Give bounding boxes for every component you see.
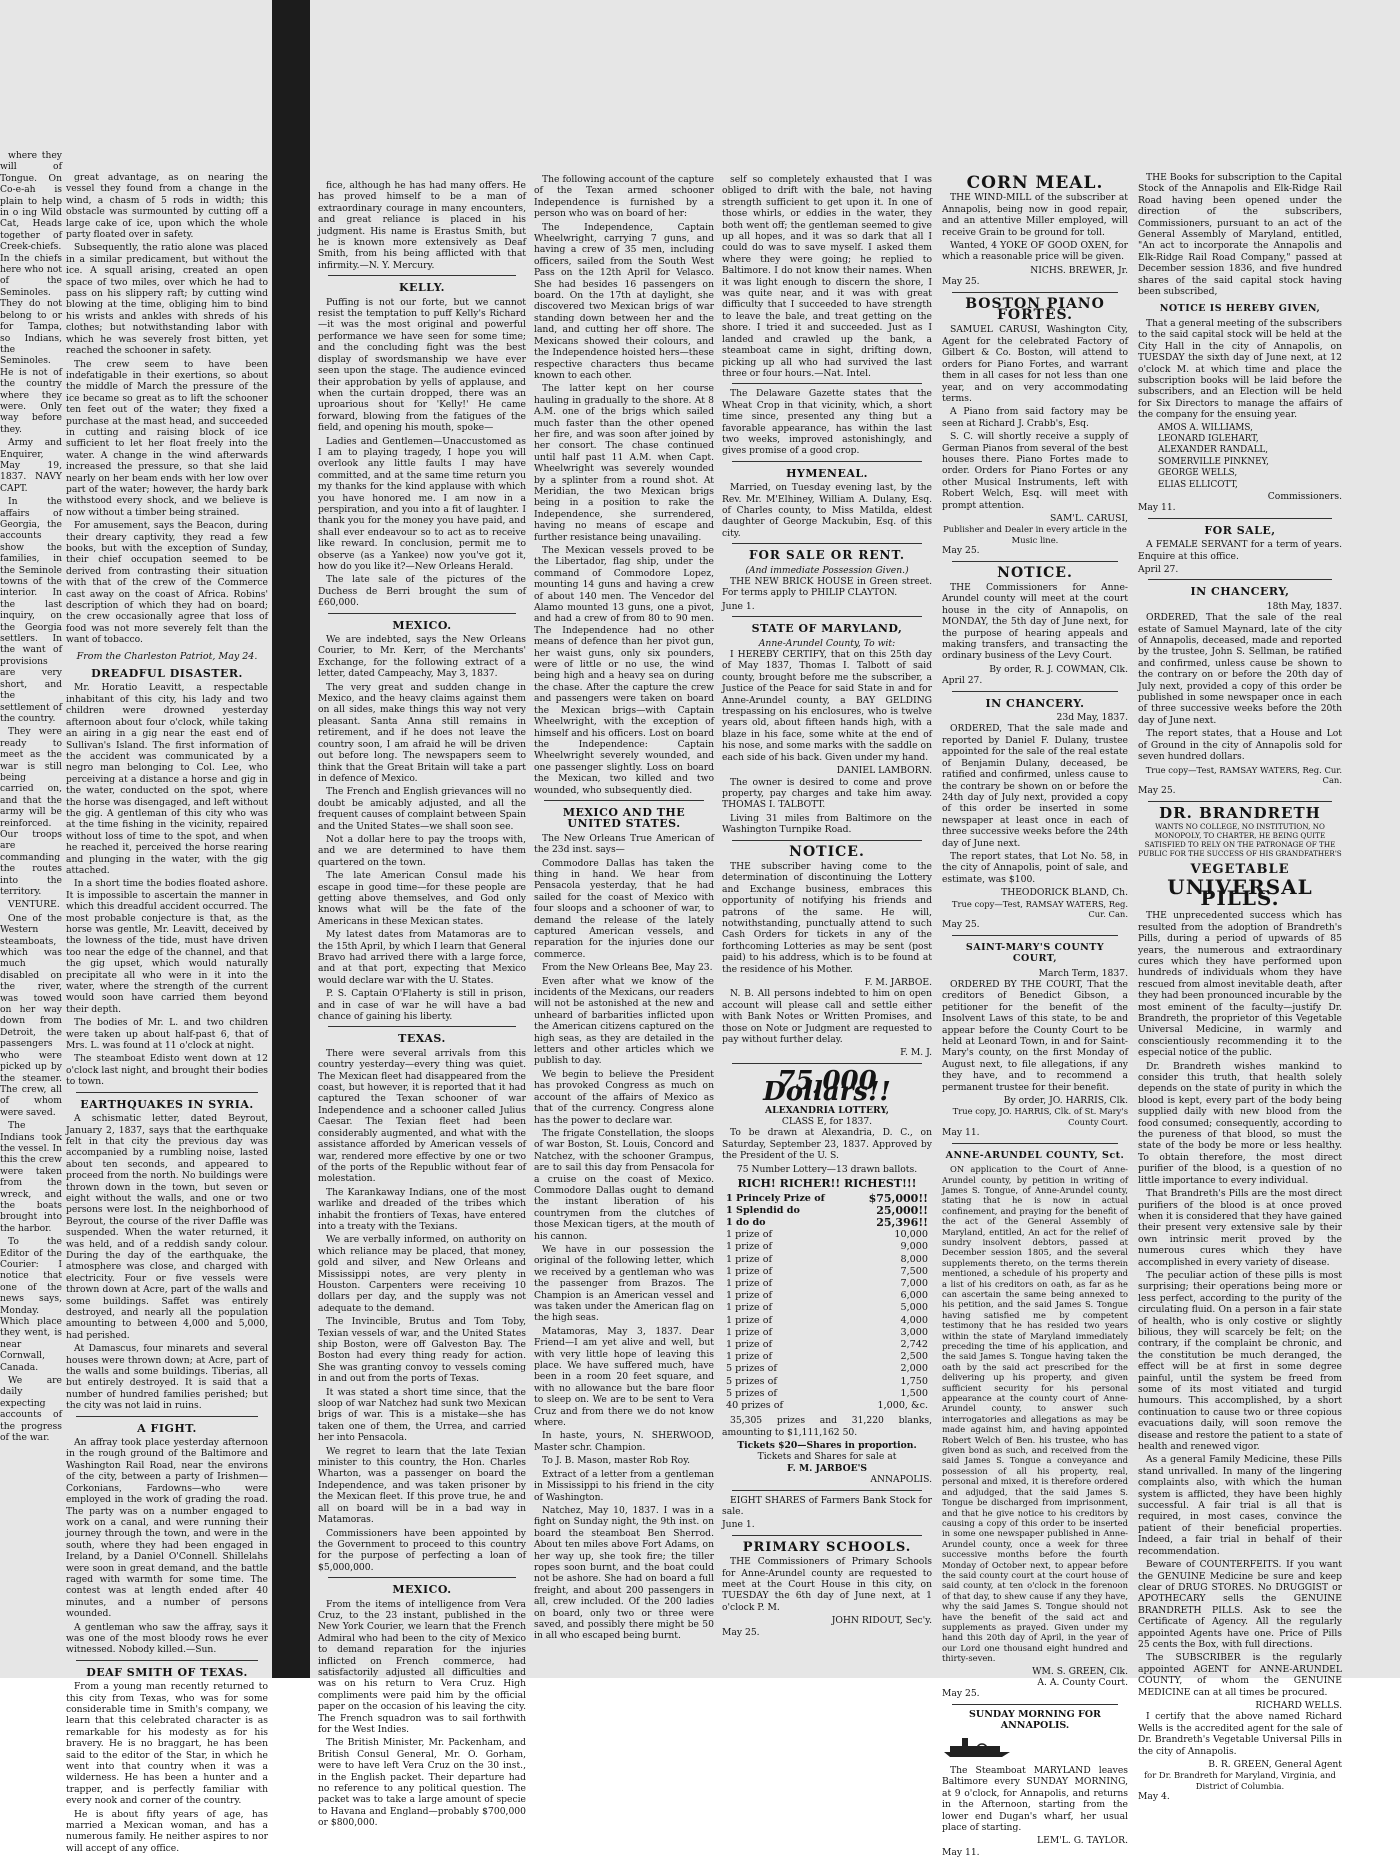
ad-title: DR. BRANDRETH [1159,803,1321,822]
section-title: HYMENEAL. [786,466,868,480]
prize-value: $75,000!! [868,1191,928,1205]
paragraph: We are indebted, says the New Orleans Courier, to Mr. Kerr, of the Merchants' Exchange, for the following extract of a letter, dated Campeachy, May 3, 1837. [318,634,526,680]
paragraph: P. S. Captain O'Flaherty is still in prison, and in case of war he will have a bad chance of gaining his liberty. [318,988,526,1023]
paragraph: Army and Enquirer, May 19, 1837. NAVY CAPT. [0,437,62,494]
paragraph: Matamoras, May 3, 1837. Dear Friend—I am yet alive and well, but with very little hope of leaving this place. We have suffered much, have been in a room 20 feet square, and with no allowance but the bare floor to sleep on. We are to be sent to Vera Cruz and from there we do not know where. [534,1325,714,1429]
divider [732,1063,922,1064]
prize-label: 1 prize of [726,1290,773,1302]
story-title: MEXICO. [392,618,452,632]
paragraph: The frigate Constellation, the sloops of war Boston, St. Louis, Concord and Natchez, with the schooner Grampus, are to sail this day from Pensacola for a cruise on the coast of Mexico. Commodore Dallas ought to demand the instant liberation of his countrymen from the clutches of those Mexican tigers, at the mouth of his cannon. [534,1127,714,1242]
prize-label: 1 prize of [726,1302,773,1314]
ad-title: BOSTON PIANO FORTES. [965,295,1105,324]
ad-body: Beware of COUNTERFEITS. If you want the GENUINE Medicine be sure and keep clear of DRUG STORES. No DRUGGIST or APOTHECARY sells the GENUINE BRANDRETH PILLS. Ask to see the Certificate of Agency. All the regularly appointed Agents have one. Price of Pills 25 cents the Box, with full directions. [1138,1559,1342,1650]
story-body [318,1048,526,1573]
ad-copy: True copy, JO. HARRIS, Clk. of St. Mary's County Court. [952,1106,1128,1127]
divider [76,1416,258,1417]
page-fold-gutter [272,0,310,1678]
commissioner-name: SOMERVILLE PINKNEY, [1158,456,1269,467]
prize-table [722,1193,932,1413]
ad-title: FOR SALE, [1204,523,1276,537]
lottery-class: CLASS E, for 1837. [781,1116,873,1128]
prize-row [722,1376,932,1388]
prize-row [722,1302,932,1314]
divider [732,1535,922,1536]
ad-signature-note: Publisher and Dealer in every article in the Music line. [943,524,1127,545]
prize-row [722,1400,932,1412]
divider [952,691,1118,692]
paragraph: For amusement, says the Beacon, during their dreary captivity, they read a few books, but with the exception of Sunday, their chief occupation seemed to be derived from contrasting their situation with that of the crew of the Commerce cast away on the coast of Africa. Robins' description of which they had on board; the crew occasionally agree that loss of food was not more severely felt than the want of tobacco. [66,520,268,646]
paragraph: In a short time the bodies floated ashore. It is impossible to ascertain the manner in which this dreadful accident occurred. The most probable conjecture is that, as the horse was gentle, Mr. Leavitt, deceived by the lowness of the tide, must have driven too near the edge of the channel, and that the gig upset, which would naturally precipitate all who were in it into the water, where the strength of the current would soon have carried them beyond their depth. [66,878,268,1015]
paragraph: The late American Consul made his escape in good time—for these people are getting above themselves, and God only knows what will be the fate of the Americans in these Mexican states. [318,870,526,927]
paragraph: Subsequently, the ratio alone was placed in a similar predicament, but without the ice. A squall arising, created an open space of two miles, over which he had to pass on his slippery raft; by cutting wind blowing at the time, obliging him to bind his wrists and ankles with shreds of his clothes; but notwithstanding labor with which he was severely frost bitten, yet reached the schooner in safety. [66,242,268,357]
paragraph: The New Orleans True American of the 23d inst. says— [534,832,714,856]
ad-signature: SAM'L. CARUSI, [1050,512,1128,524]
column-0 [0,150,62,1650]
story-body [66,682,268,1087]
story-body [318,297,526,609]
paragraph: The very great and sudden change in Mexico, and the heavy claims against them on all sides, make things this way not very pleasant. Santa Anna still remains in retirement, and if he does not leave the country soon, I am afraid he will be driven out before long. The newspapers seem to think that the Great Britain will take a part in defence of Mexico. [318,681,526,784]
ad-body: The Steamboat MARYLAND leaves Baltimore every SUNDAY MORNING, at 9 o'clock, for Annapolis, and returns in the Afternoon, starting from the lower end Dugan's wharf, her usual place of starting. [942,1765,1128,1834]
ad-signature: B. R. GREEN, General Agent [1208,1759,1342,1770]
ad-body: N. B. All persons indebted to him on open account will please call and settle either with Bank Notes or Written Promises, and those on Note or Judgment are requested to pay without further delay. [722,988,932,1046]
prize-value: 1,000, &c. [877,1399,928,1411]
paragraph: In haste, yours, N. SHERWOOD, Master schr. Champion. [534,1430,714,1453]
paragraph: A gentleman who saw the affray, says it was one of the most bloody rows he ever witnessed. Nobody killed.—Sun. [66,1621,268,1656]
paragraph: The British Minister, Mr. Packenham, and British Consul General, Mr. O. Gorham, were to have left Vera Cruz on the 30 inst., in the English packet. Their departure had no reference to any political question. The packet was to take a large amount of specie to Havana and England—probably $700,000 or $800,000. [318,1737,526,1829]
ad-signature: WM. S. GREEN, Clk. [1032,1665,1128,1677]
story-body [534,222,714,796]
story-body [318,634,526,1022]
ad-signature: F. M. J. [900,1047,932,1059]
paragraph: Ladies and Gentlemen—Unaccustomed as I am to playing tragedy, I hope you will overlook any little faults I may have committed, and at the same time return you my thanks for the kind applause with which you have honored me. I am now in a perspiration, and you into a fit of laughter. I thank you for the money you have paid, and shall ever endeavour so to act as to receive like reward. In conclusion, permit me to observe (as a Yankee) now you've got it, how do you like it?—New Orleans Herald. [318,435,526,572]
story-title: A FIGHT. [137,1421,197,1435]
story-title: TEXAS. [398,1032,446,1046]
ad-signature: NICHS. BREWER, Jr. [1030,264,1128,276]
prize-value: 4,000 [900,1314,928,1326]
lottery-total: 35,305 prizes and 31,220 blanks, amounting to $1,111,162 50. [722,1415,932,1438]
ad-note: (And immediate Possession Given.) [745,564,909,576]
paragraph: The Karankaway Indians, one of the most warlike and dreaded of the tribes which inhabit the frontiers of Texas, have entered into a treaty with the Texians. [318,1186,526,1232]
ad-subtitle: WANTS NO COLLEGE, NO INSTITUTION, NO MONOPOLY, TO CHARTER, HE BEING QUITE SATISFIED TO RELY ON THE PATRONAGE OF THE PUBLIC FOR THE SUCCESS OF HIS GRANDFATHER'S [1138,822,1342,859]
paragraph: We are verbally informed, on authority on which reliance may be placed, that money, gold and silver, and New Orleans and Mississippi notes, are very plenty in Houston. Carpenters were receiving 10 dollars per day, and the supply was not adequate to the demand. [318,1234,526,1314]
prize-value: 9,000 [900,1241,928,1253]
prize-label: 1 prize of [726,1314,773,1326]
ad-dateline: March Term, 1837. [1038,967,1128,979]
ad-body: THE Commissioners of Primary Schools for Anne-Arundel county are requested to meet at the Court House in this city, on TUESDAY the 6th day of June next, at 1 o'clock P. M. [722,1556,932,1613]
ad-body: The SUBSCRIBER is the regularly appointed AGENT for ANNE-ARUNDEL COUNTY, of whom the GENUINE MEDICINE can at all times be procured. [1138,1652,1342,1698]
prize-value: 8,000 [900,1253,928,1265]
paragraph: The peculiar action of these pills is most surprising; their operations being more or less perfect, according to the purity of the circulating fluid. On a person in a fair state of health, who is only costive or slightly bilious, they will scarcely be felt; on the contrary, if the complaint be chronic, and the constitution be much deranged, the effect will be at first in some degree painful, until the system be freed from some of its most vitiated and turgid humours. This accomplished, by a short continuation to cause two or three copious evacuations daily, will soon remove the disease and restore the patient to a state of health and renewed vigor. [1138,1269,1342,1453]
story-body [66,1437,268,1656]
story-title: DREADFUL DISASTER. [91,667,243,681]
paragraph: We have in our possession the original of the following letter, which we received by a gentleman who was the passenger from Brazos. The Champion is an American vessel and was taken under the American flag on the high seas. [534,1243,714,1324]
ad-body: S. C. will shortly receive a supply of German Pianos from several of the best houses there. Piano Fortes made to order. Orders for Piano Fortes or any other Musical Instruments, left with Robert Welch, Esq. will meet with prompt attention. [942,431,1128,511]
ad-body: THE Books for subscription to the Capital Stock of the Annapolis and Elk-Ridge Rail Road having been opened under the direction of the subscribers, Commissioners, pursuant to an act of the General Assembly of Maryland, entitled, "An act to incorporate the Annapolis and Elk-Ridge Rail Road Company," passed at December session 1836, and five hundred shares of the said capital stock having been subscribed, [1138,172,1342,298]
ad-signature: JOHN RIDOUT, Sec'y. [831,1615,932,1627]
paragraph: A schismatic letter, dated Beyrout, January 2, 1837, says that the earthquake felt in that city the previous day was accompanied by a rumbling noise, lasted about ten seconds, and appeared to proceed from the north. No buildings were thrown down in the town, but seven or eight without the walls, and one or two persons were lost. In the neighborhood of Beyrout, the course of the river Daffle was suspended. When the water returned, it was held, and of a reddish sandy colour. During the day of the earthquake, the atmosphere was close, and charged with electricity. Four or five vessels were thrown down at Acre, part of the walls and some buildings. Saffet was entirely destroyed, and nearly all the population amounting to between 4,000 and 5,000, had perished. [66,1113,268,1341]
tickets-office: F. M. JARBOE'S [786,1462,868,1474]
divider [328,1577,516,1578]
paragraph: To the Editor of the Courier: I notice that one of the news says, Monday. Which place they went, is near Cornwall, Canada. [0,1236,62,1373]
prize-row [722,1278,932,1290]
paragraph: THE unprecedented success which has resulted from the adoption of Brandreth's Pills, during a period of upwards of 85 years, the numerous and extraordinary cures which they have performed upon hundreds of individuals whom they have rescued from almost inevitable death, after they had been pronounced incurable by the most eminent of the faculty—justify Dr. Brandreth, the proprietor of this Vegetable Universal Medicine, in warmly and conscientiously recommending it to the especial notice of the public. [1138,910,1342,1059]
divider [76,1092,258,1093]
paragraph: Dr. Brandreth wishes mankind to consider this truth, that health solely depends on the state of purity in which the blood is kept, every part of the body being supplied daily with new blood from the food consumed; consequently, according to the pureness of that blood, so must the state of the body be more or less healthy. To obtain therefore, the most direct purifier of the blood, is a question of no little importance to every individual. [1138,1060,1342,1186]
ad-body: The report states, that a House and Lot of Ground in the city of Annapolis sold for seven hundred dollars. [1138,728,1342,763]
prize-row [722,1241,932,1253]
prize-label: 1 prize of [726,1326,773,1338]
prize-value: 6,000 [900,1290,928,1302]
ad-title: UNIVERSAL PILLS. [1167,874,1313,910]
commissioner-name: ELIAS ELLICOTT, [1158,479,1238,490]
paragraph: The Indians took the vessel. In this the crew were taken from the wreck, and the boats brought into the harbor. [0,1120,62,1234]
lottery-headline: 75,000 Dollars!! [763,1065,891,1108]
prize-label: 1 prize of [726,1277,773,1289]
paragraph: The steamboat Edisto went down at 12 o'clock last night, and brought their bodies to town. [66,1053,268,1088]
ad-date: May 4. [1138,1791,1170,1803]
paragraph: Extract of a letter from a gentleman in Mississippi to his friend in the city of Washington. [534,1468,714,1503]
prize-value: 10,000 [894,1229,928,1241]
paragraph: We are daily expecting accounts of the progress of the war. [0,1375,62,1444]
divider [76,1660,258,1661]
ad-date: May 25. [722,1626,760,1638]
paragraph: The French and English grievances will no doubt be amicably adjusted, and all the frequent causes of complaint between Spain and the United States—we shall soon see. [318,786,526,832]
prize-value: 3,000 [900,1326,928,1338]
paragraph: One of the Western steamboats, which was much disabled on the river, was towed on her way down from Detroit, the passengers who were picked up by the steamer. The crew, all of whom were saved. [0,912,62,1118]
ad-body [1138,910,1342,1557]
divider [952,935,1118,936]
ad-signature-note: for Dr. Brandreth for Maryland, Virginia, and District of Columbia. [1144,1770,1336,1791]
prize-row [722,1327,932,1339]
prize-row [722,1254,932,1266]
ad-title: PRIMARY SCHOOLS. [742,1539,912,1555]
paragraph: It was stated a short time since, that the sloop of war Natchez had sunk two Mexican brigs of war. This is a mistake—she has taken one of them, the Urrea, and carried her into Pensacola. [318,1386,526,1444]
ad-signature: RICHARD WELLS. [1255,1699,1342,1711]
divider [732,543,922,544]
ad-body: SAMUEL CARUSI, Washington City, Agent for the celebrated Factory of Gilbert & Co. Boston, will attend to orders for Piano Fortes, and warrant them in all cases for not less than one year, and on very accommodating terms. [942,324,1128,404]
commissioner-list [1138,423,1342,491]
prize-label: 5 prizes of [726,1363,777,1375]
tickets-city: ANNAPOLIS. [870,1474,932,1486]
ad-body: I HEREBY CERTIFY, that on this 25th day of May 1837, Thomas I. Talbott of said county, brought before me the subscriber, a Justice of the Peace for said State in and for Anne-Arundel county, a BAY GELDING trespassing on his enclosures, who is twelve years old, about fifteen hands high, with a blaze in his face, some white at the end of his nose, and some marks with the saddle on each side of his back. Given under my hand. [722,649,932,763]
ad-date: June 1. [722,1519,755,1531]
prize-label: 1 Splendid do [726,1204,800,1216]
ad-title: IN CHANCERY, [1190,585,1290,599]
paragraph: An affray took place yesterday afternoon in the rough ground of the Baltimore and Washington Rail Road, near the environs of the city, between a party of Irishmen—Corkonians, Fardowns—who were employed in the work of grading the road. The party was on a number engaged to work on a canal, and were running their journey through the town, and were in the south, where they had been engaged in Ireland, by a Daniel O'Connell. Shillelahs were soon in great demand, and the battle raged with warmth for some time. The contest was at length ended after 40 minutes, and a number of persons wounded. [66,1437,268,1620]
story-body [66,1113,268,1412]
paragraph: Puffing is not our forte, but we cannot resist the temptation to puff Kelly's Richard—it was the most original and powerful performance we have seen for some time; and the concluding fight was the best display of swordsmanship we have ever seen upon the stage. The audience evinced their approbation by yells of applause, and when the curtain dropped, there was an uproarious shout for 'Kelly!' He came forward, blowing from the fatigues of the field, and opening his mouth, spoke— [318,296,526,434]
prize-label: 1 prize of [726,1241,773,1253]
prize-value: 2,742 [900,1338,928,1350]
ad-date: May 11. [1138,502,1176,514]
story-source: From the Charleston Patriot, May 24. [76,650,258,662]
prize-row [722,1217,932,1229]
paragraph: Commissioners have been appointed by the Government to proceed to this country for the purpose of perfecting a loan of $5,000,000. [318,1527,526,1573]
paragraph: That Brandreth's Pills are the most direct purifiers of the blood is at once proved when it is considered that they have gained their present very extensive sale by their own intrinsic merit proved by the numerous cures which they have accomplished in every variety of disease. [1138,1188,1342,1268]
divider [732,616,922,617]
paragraph: To J. B. Mason, master Rob Roy. [542,1455,691,1467]
prize-value: 25,396!! [876,1215,928,1229]
story-title: KELLY. [399,281,445,295]
ad-signature-note: A. A. County Court. [1037,1677,1128,1688]
story-title: MEXICO. [392,1583,452,1597]
ad-dateline: 23d May, 1837. [1056,712,1128,724]
ad-signature: LEM'L. G. TAYLOR. [1037,1835,1128,1847]
ad-signature: DANIEL LAMBORN. [836,765,932,777]
ad-title: SAINT-MARY'S COUNTY COURT, [965,941,1105,965]
story-body: The Delaware Gazette states that the Wheat Crop in that vicinity, which, a short time since, presented any thing but a favorable appearance, has within the last two weeks, improved astonishingly, and gives promise of a good crop. [722,388,932,457]
prize-row [722,1339,932,1351]
ad-title: STATE OF MARYLAND, [751,622,903,636]
ad-body: THE NEW BRICK HOUSE in Green street. For terms apply to PHILIP CLAYTON. [722,576,932,599]
column-2 [318,180,526,1829]
paragraph: The Independence, Captain Wheelwright, carrying 7 guns, and having a crew of 35 men, including officers, sailed from the South West Pass on the 12th April for Velasco. She had besides 16 passengers on board. On the 17th at daylight, she discovered two Mexican brigs of war standing down between her and the land, and cutting her off shore. The Mexicans showed their colours, and the Independence hoisted hers—these respective characters thus became known to each other. [534,221,714,381]
paragraph: From the New Orleans Bee, May 23. [542,962,713,974]
divider [1148,518,1332,519]
paragraph: The bodies of Mr. L. and two children were taken up about half-past 6, that of Mrs. L. was found at 11 o'clock at night. [66,1017,268,1052]
commissioner-role: Commissioners. [1267,490,1342,502]
ad-title: FOR SALE OR RENT. [748,548,906,563]
ad-date: May 25. [942,919,980,931]
prize-value: 7,500 [900,1265,928,1277]
paragraph: The late sale of the pictures of the Duchess de Berri brought the sum of £60,000. [318,574,526,609]
ad-dateline: 18th May, 1837. [1266,600,1342,612]
paragraph: Not a dollar here to pay the troops with, and we are determined to have them quartered on the town. [318,833,526,868]
ad-date: June 1. [722,600,755,612]
prize-row [722,1363,932,1375]
paragraph: The latter kept on her course hauling in gradually to the shore. At 8 A.M. one of the brigs which sailed much faster than the other opened her fire, and was soon after joined by her consort. The chase continued until half past 11 A.M. when Capt. Wheelwright was severely wounded by a splinter from a round shot. At Meridian, the two Mexican brigs being in a position to rake the Independence, she surrendered, having no means of escape and further resistance being unavailing. [534,383,714,543]
prize-label: 1 prize of [726,1338,773,1350]
prize-label: 1 prize of [726,1253,773,1265]
ad-title: CORN MEAL. [966,173,1104,193]
commissioner-name: ALEXANDER RANDALL, [1158,445,1269,456]
paragraph: where they will of Tongue. On Co-e-ah is plain to help in o ing Wild Cat, Heads together of Creek-chiefs. In the chiefs here who not of the Seminoles. They do not belong to or for Tampa, so Indians, the Seminoles. He is not of the country where they were. Only way before they. [0,150,62,435]
ad-date: April 27. [942,675,983,687]
story-body: self so completely exhausted that I was obliged to drift with the bale, not having strength sufficient to get upon it. In one of those whirls, or eddies in the water, they both went off; the gentleman seemed to give up all hopes, and it was so dark that all I could do was to save myself. I asked them where they were going; he replied to Baltimore. I do not know their names. When it was light enough to discern the shore, I was quite near, and it was with great difficulty that I succeeded to have strength to leave the bale, and treat getting on the shore. I tried it and succeeded. Just as I landed and crawled up the bank, a steamboat came in sight, drifting down, picking up all who had survived the last three or four hours.—Nat. Intel. [722,174,932,379]
divider [328,1026,516,1027]
divider [328,275,516,276]
prize-row [722,1315,932,1327]
paragraph: Commodore Dallas has taken the thing in hand. We hear from Pensacola yesterday, that he had sailed for the coast of Mexico with four sloops and a schooner of war, to demand the release of the lately captured American vessels, and reparation for the injuries done our commerce. [534,857,714,960]
story-body: fice, although he has had many offers. He has proved himself to be a man of extraordinary courage in many encounters, and great reliance is placed in his judgment. His name is Erastus Smith, but he is known more extensively as Deaf Smith, from his being afflicted with that infirmity.—N. Y. Mercury. [318,180,526,271]
ad-body: ORDERED BY THE COURT, That the creditors of Benedict Gibson, a petitioner for the benefit of the Insolvent Laws of this state, to be and appear before the County Court to be held at Leonard Town, in and for Saint-Mary's county, on the first Monday of August next, to file allegations, if any they have, and to recommend a permanent trustee for their benefit. [942,979,1128,1093]
paragraph: From the items of intelligence from Vera Cruz, to the 23 instant, published in the New York Courier, we learn that the French Admiral who had been to the city of Mexico to demand reparation for the injuries inflicted on French commerce, had satisfactorily adjusted all difficulties and was on his return to Vera Cruz. High compliments were paid him by the official paper on the occasion of his leaving the city. The French squadron was to sail forthwith for the West Indies. [318,1598,526,1735]
paragraph: We regret to learn that the late Texian minister to this country, the Hon. Charles Wharton, was a passenger on board the Independence, and was taken prisoner by the Mexican fleet. If this prove true, he and all on board will be in a bad way in Matamoras. [318,1445,526,1526]
column-1-lead [66,172,268,646]
commissioner-name: LEONARD IGLEHART, [1158,433,1259,444]
ad-date: May 25. [942,1688,980,1700]
divider [732,840,922,841]
ad-signature: F. M. JARBOE. [864,977,932,988]
divider [952,292,1118,293]
paragraph: great advantage, as on nearing the vessel they found from a change in the wind, a chasm of 5 rods in width; this obstacle was surmounted by cutting off a large cake of ice, upon which the whole party floated over in safety. [66,172,268,241]
column-0-paragraphs [0,150,62,1444]
ad-body: The owner is desired to come and prove property, pay charges and take him away. THOMAS I. TALBOTT. [722,776,932,811]
divider [1148,579,1332,580]
ad-body: A FEMALE SERVANT for a term of years. Enquire at this office. [1138,539,1342,562]
lottery-numbers: 75 Number Lottery—13 drawn ballots. [736,1163,918,1175]
paragraph: VENTURE. [8,899,60,911]
ad-body: THE WIND-MILL of the subscriber at Annapolis, being now in good repair, and an attentive Miller employed, will receive Grain to be ground for toll. [942,192,1128,238]
ad-body: I certify that the above named Richard Wells is the accredited agent for the sale of Dr. Brandreth's Vegetable Universal Pills in the city of Annapolis. [1138,1711,1342,1757]
ad-body: ON application to the Court of Anne-Arundel county, by petition in writing of James S. Tongue, of Anne-Arundel county, stating that he is now in actual confinement, and praying for the benefit of the act of the General Assembly of Maryland, entitled, An act for the relief of sundry insolvent debtors, passed at December session 1805, and the several supplements thereto, on the terms therein mentioned, a schedule of his property and a list of his creditors on oath, as far as he can ascertain the same being annexed to his petition, and the said James S. Tongue having satisfied me by competent testimony that he has resided two years within the state of Maryland immediately preceding the time of his application, and the said James S. Tongue having taken the oath by the said act prescribed for the delivering up his property, and given sufficient security for his personal appearance at the county court of Anne-Arundel county, to answer such interrogatories and allegations as may be made against him, and having appointed Robert Welch of Ben. his trustee, who has given bond as such, and received from the said James S. Tongue a conveyance and possession of all his property, real, personal and mixed, it is therefore ordered and adjudged, that the said James S. Tongue be discharged from imprisonment, and that he give notice to his creditors by causing a copy of this order to be inserted in some one newspaper published in Anne-Arundel county, once a week for three successive months before the fourth Monday of October next, to appear before the said county court at the court house of said county, at ten o'clock in the forenoon of that day, to shew cause if any they have, why the said James S. Tongue should not have the benefit of the said act and supplements as prayed. Given under my hand this 20th day of April, in the year of our Lord one thousand eight hundred and thirty-seven. [942,1164,1128,1664]
paragraph: Even after what we know of the incidents of the Mexicans, our readers will not be astonished at the new and unheard of barbarities inflicted upon the American citizens captured on the high seas, as they are detailed in the letters and other articles which we publish to day. [534,975,714,1067]
ad-date: May 25. [942,276,980,288]
column-1 [66,172,268,1854]
column-5 [942,172,1128,1858]
paragraph: We begin to believe the President has provoked Congress as much on account of the affairs of Mexico as that of the currency. Congress alone has the power to declare war. [534,1068,714,1126]
paragraph: From a young man recently returned to this city from Texas, who was for some considerable time in Smith's company, we learn that this celebrated character is as remarkable for his modesty as for his bravery. He is no braggart, he has been said to the editor of the Star, in which he went into that country when it was a wilderness. He has been a hunter and a trapper, and is perfectly familiar with every nook and corner of the country. [66,1681,268,1807]
story-body [534,833,714,1642]
tickets-price: Tickets $20—Shares in proportion. [737,1439,917,1451]
paragraph: Mr. Horatio Leavitt, a respectable inhabitant of this city, his lady and two children were drowned yesterday afternoon about four o'clock, while taking an airing in a gig near the east end of Sullivan's Island. The first information of the accident was communicated by a negro man belonging to Col. Lee, who perceiving at a distance a horse and gig in the water, conducted on the spot, where the horse was disengaged, and left without the gig. A gentleman of this city who was at the time fishing in the vicinity, repaired without loss of time to the spot, and when he reached it, perceived the horse rearing and plunging in the water, with the gig attached. [66,682,268,876]
tickets-sale: Tickets and Shares for sale at [757,1451,897,1463]
ad-body: ORDERED, That the sale of the real estate of Samuel Maynard, late of the city of Annapolis, deceased, made and reported by the trustee, John S. Sellman, be ratified and confirmed, unless cause be shown to the contrary on or before the 20th day of July next, provided a copy of this order be published in some newspaper once in each of three successive weeks before the 20th day of June next. [1138,612,1342,726]
ad-date: May 11. [942,1846,980,1858]
ad-body: Wanted, 4 YOKE OF GOOD OXEN, for which a reasonable price will be given. [942,240,1128,263]
prize-value: 1,750 [900,1375,928,1387]
ad-title: NOTICE IS HEREBY GIVEN, [1159,303,1321,315]
paragraph: The Mexican vessels proved to be the Libertador, flag ship, under the command of Commodore Lopez, mounting 14 guns and having a crew of about 140 men. The Vencedor del Alamo mounted 13 guns, one a pivot, and had a crew of from 80 to 90 men. The Independence had no other means of defence than her pivot gun, her waist guns, only six pounders, were of little or no use, the wind being high and a heavy sea on during the chase. After the capture the crew and passengers were taken on board the Mexican brigs—with Captain Wheelwright, with the exception of himself and his officers. Lost on board the Independence: Captain Wheelwright severely wounded, and one passenger slightly. Loss on board the Mexican, two killed and two wounded, who subsequently died. [534,545,714,796]
prize-label: 1 prize of [726,1229,773,1241]
paragraph: He is about fifty years of age, has married a Mexican woman, and has a numerous family. He neither aspires to nor will accept of any office. [66,1808,268,1854]
divider [952,1143,1118,1144]
ad-copy: True copy—Test, RAMSAY WATERS, Reg. Cur. Can. [1145,764,1342,785]
ad-copy: True copy—Test, RAMSAY WATERS, Reg. Cur. Can. [951,898,1128,919]
lottery-title: ALEXANDRIA LOTTERY, [765,1104,889,1116]
column-4 [722,174,932,1644]
divider [732,461,922,462]
ad-body: Living 31 miles from Baltimore on the Washington Turnpike Road. [722,812,932,836]
ad-title: NOTICE. [789,843,865,860]
prize-label: 5 prizes of [726,1375,777,1387]
ad-body: ORDERED, That the sale made and reported by Daniel F. Dulany, trustee appointed for the sale of the real estate of Benjamin Dulany, deceased, be ratified and confirmed, unless cause to the contrary be shown on or before the 24th day of July next, provided a copy of this order be inserted in some newspaper at least once in each of three successive weeks before the 24th day of June next. [942,723,1128,849]
ad-body: The report states, that Lot No. 58, in the city of Annapolis, point of sale, and estimate, was $100. [942,850,1128,885]
ad-date: May 25. [942,545,980,557]
prize-value: 2,000 [900,1363,928,1375]
prize-row [722,1388,932,1400]
prize-row [722,1193,932,1205]
lottery-riches: RICH! RICHER!! RICHEST!!! [737,1177,917,1191]
paragraph: As a general Family Medicine, these Pills stand unrivalled. In many of the lingering complaints also, with which the human system is afflicted, they have been highly successful. A fair trial is all that is required, in most cases, convince the patient of their beneficial properties. Indeed, a fair trial in behalf of their recommendation. [1138,1454,1342,1557]
prize-label: 1 do do [726,1216,766,1228]
ad-body: EIGHT SHARES of Farmers Bank Stock for sale. [722,1494,932,1517]
commissioner-name: GEORGE WELLS, [1158,468,1238,479]
ad-body: THE Commissioners for Anne-Arundel county will meet at the court house in the city of Annapolis, on MONDAY, the 5th day of June next, for the purpose of hearing appeals and making transfers, and transacting the ordinary business of the Levy Court. [942,582,1128,662]
commissioner-name: AMOS A. WILLIAMS, [1158,422,1253,433]
prize-row [722,1290,932,1302]
story-title: MEXICO AND THE UNITED STATES. [562,805,686,831]
story-body: Married, on Tuesday evening last, by the Rev. Mr. M'Elhiney, William A. Dulany, Esq. of Charles county, to Miss Matilda, eldest daughter of George Mackubin, Esq. of this city. [722,482,932,539]
ad-title: NOTICE. [997,564,1073,581]
steamboat-icon [942,1736,1012,1758]
ad-signature: THEODORICK BLAND, Ch. [1001,887,1128,899]
divider [732,1490,922,1491]
prize-row [722,1229,932,1241]
prize-row [722,1266,932,1278]
ad-title: IN CHANCERY. [985,696,1085,710]
prize-value: 25,000!! [876,1203,928,1217]
paragraph: There were several arrivals from this country yesterday—every thing was quiet. The Mexican fleet had disappeared from the coast, but however, it is reported that it had captured the Texan schooner of war Independence and a schooner called Julius Caesar. The Texian fleet had been considerably augmented, and what with the assistance afforded by American vessels of war, rendered more effective by one or two of the ports of the Republic without fear of molestation. [318,1047,526,1185]
ad-date: April 27. [1138,564,1179,575]
ad-body: A Piano from said factory may be seen at Richard J. Crabb's, Esq. [942,406,1128,429]
prize-value: 1,500 [900,1387,928,1399]
prize-label: 1 Princely Prize of [726,1192,825,1204]
ad-date: May 25. [1138,785,1176,797]
paragraph: Natchez, May 10, 1837. I was in a fight on Sunday night, the 9th inst. on board the steamboat Ben Sherrod. About ten miles above Fort Adams, on her way up, she took fire; the tiller ropes soon burnt, and the boat could not be ashore. She had on board a full freight, and about 200 passengers in all, crew included. Of the 200 ladies on board, only two or three were saved, and possibly there might be 50 in all who escaped being burnt. [534,1504,714,1642]
divider [952,1704,1118,1705]
ad-signature: By order, JO. HARRIS, Clk. [1003,1095,1128,1107]
divider [952,561,1118,562]
prize-label: 40 prizes of [726,1399,784,1411]
paragraph: My latest dates from Matamoras are to the 15th April, by which I learn that General Bravo had arrived there with a large force, and at that port, expecting that Mexico would declare war with the U. States. [318,929,526,986]
story-title: DEAF SMITH OF TEXAS. [86,1665,248,1679]
ad-title: SUNDAY MORNING FOR ANNAPOLIS. [969,1708,1101,1732]
prize-label: 5 prizes of [726,1387,777,1399]
prize-label: 1 prize of [726,1265,773,1277]
paragraph: At Damascus, four minarets and several houses were thrown down; at Acre, part of the walls and some buildings. Tiberias, all but entirely destroyed. It is said that a number of hundred families perished; but the city was not laid in ruins. [66,1343,268,1412]
paragraph: The crew seem to have been indefatigable in their exertions, so about the middle of March the pressure of the ice became so great as to lift the schooner ten feet out of the water; they fixed a purchase at the mast head, and succeeded in cutting and raising block of ice sufficient to let her float freely into the water. A change in the wind afterwards increased the pressure, so that she laid nearly on her beam ends with her low over part of the water; however, the hardy bark withstood every shock, and we believe is now without a timber being strained. [66,358,268,518]
divider [732,383,922,384]
ad-title: VEGETABLE [1190,862,1290,878]
prize-value: 2,500 [900,1351,928,1363]
paragraph: They were ready to meet as the war is still being carried on, and that the army will be reinforced. Our troops are commanding the routes into the territory. [0,726,62,897]
ad-date: May 11. [942,1127,980,1139]
story-body [318,1599,526,1829]
ad-title: ANNE-ARUNDEL COUNTY, Sct. [945,1149,1125,1161]
paragraph: In the affairs of Georgia, the accounts show the families, in the Seminole towns of the interior. In the last inquiry, on the Georgia settlers. In the want of provisions are very short, and the settlement of the country. [0,496,62,724]
lottery-draw: To be drawn at Alexandria, D. C., on Saturday, September 23, 1837. Approved by the President of the U. S. [722,1127,932,1162]
ad-body: THE subscriber having come to the determination of discontinuing the Lottery and Exchange business, embraces this opportunity of notifying his friends and patrons of the same. He will, notwithstanding, punctually attend to such Cash Orders for tickets in any of the forthcoming Lotteries as may be sent (post paid) to his address, which is to be found at the residence of his Mother. [722,860,932,975]
ad-signature: By order, R. J. COWMAN, Clk. [989,663,1128,675]
divider [1148,801,1332,802]
prize-label: 1 prize of [726,1351,773,1363]
column-3 [534,174,714,1644]
divider [544,800,704,801]
prize-row [722,1351,932,1363]
divider [328,613,516,614]
story-body: The following account of the capture of the Texan armed schooner Independence is furnished by a person who was on board of her: [534,174,714,220]
ad-body: That a general meeting of the subscribers to the said capital stock will be held at the City Hall in the city of Annapolis, on TUESDAY the sixth day of June next, at 12 o'clock M. at which time and place the subscription books will be laid before the subscribers, and an Election will be held for Six Directors to manage the affairs of the company for the ensuing year. [1138,317,1342,421]
story-title: EARTHQUAKES IN SYRIA. [80,1097,254,1111]
prize-value: 5,000 [900,1302,928,1314]
ad-subtitle: Anne-Arundel County, To wit: [758,637,896,649]
story-body [66,1681,268,1854]
column-6 [1138,172,1342,1803]
prize-value: 7,000 [900,1277,928,1289]
paragraph: The Invincible, Brutus and Tom Toby, Texian vessels of war, and the United States ship Boston, were off Galveston Bay. The Boston had every thing ready for action. She was granting convoy to vessels coming in and out from the ports of Texas. [318,1316,526,1385]
